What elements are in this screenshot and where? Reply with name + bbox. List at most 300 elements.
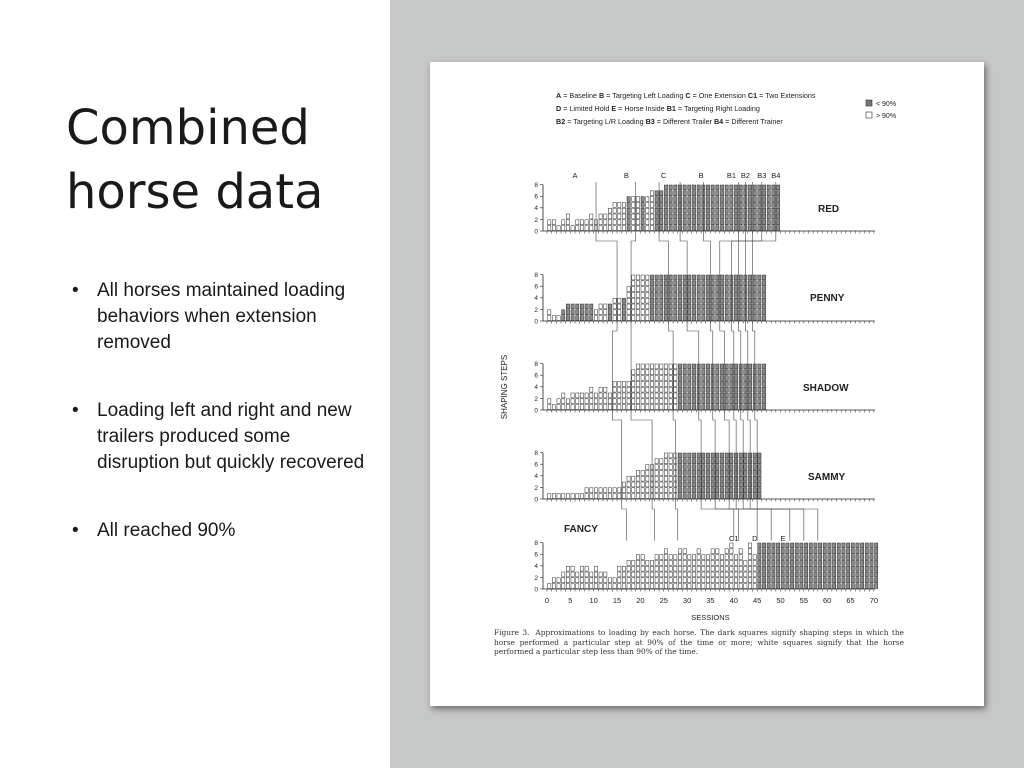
shaping-step-square	[683, 549, 686, 554]
shaping-step-square	[566, 405, 569, 410]
shaping-step-square	[678, 298, 681, 303]
shaping-step-square	[818, 572, 821, 577]
shaping-step-square	[683, 304, 686, 309]
shaping-step-square	[697, 191, 700, 196]
shaping-step-square	[641, 220, 644, 225]
shaping-step-square	[720, 476, 723, 481]
shaping-step-square	[739, 281, 742, 286]
shaping-step-square	[772, 191, 775, 196]
shaping-step-square	[809, 555, 812, 560]
shaping-step-square	[622, 220, 625, 225]
shaping-step-square	[776, 226, 779, 231]
shaping-step-square	[739, 220, 742, 225]
shaping-step-square	[664, 220, 667, 225]
shaping-step-square	[664, 226, 667, 231]
shaping-step-square	[683, 275, 686, 280]
shaping-step-square	[692, 298, 695, 303]
shaping-step-square	[720, 572, 723, 577]
shaping-step-square	[865, 572, 868, 577]
shaping-step-square	[767, 560, 770, 565]
bullet-item: • All reached 90%	[70, 518, 370, 544]
shaping-step-square	[753, 281, 756, 286]
shaping-step-square	[818, 555, 821, 560]
shaping-step-square	[762, 287, 765, 292]
shaping-step-square	[734, 197, 737, 202]
shaping-step-square	[622, 393, 625, 398]
bullet-item: • All horses maintained loading behaviors when extension removed	[70, 278, 370, 356]
shaping-step-square	[748, 287, 751, 292]
shaping-step-square	[748, 370, 751, 375]
shaping-step-square	[669, 459, 672, 464]
shaping-step-square	[655, 381, 658, 386]
shaping-step-square	[748, 549, 751, 554]
shaping-step-square	[641, 488, 644, 493]
shaping-step-square	[702, 370, 705, 375]
shaping-step-square	[716, 578, 719, 583]
shaping-step-square	[828, 584, 831, 589]
shaping-step-square	[664, 465, 667, 470]
shaping-step-square	[585, 488, 588, 493]
legend-light-swatch	[866, 112, 872, 118]
shaping-step-square	[688, 370, 691, 375]
shaping-step-square	[632, 208, 635, 213]
shaping-step-square	[748, 316, 751, 321]
shaping-step-square	[753, 476, 756, 481]
shaping-step-square	[562, 494, 565, 499]
shaping-step-square	[622, 387, 625, 392]
shaping-step-square	[758, 275, 761, 280]
shaping-step-square	[632, 310, 635, 315]
shaping-step-square	[683, 405, 686, 410]
shaping-step-square	[678, 376, 681, 381]
shaping-step-square	[636, 399, 639, 404]
shaping-step-square	[762, 292, 765, 297]
shaping-step-square	[744, 584, 747, 589]
shaping-step-square	[608, 310, 611, 315]
shaping-step-square	[767, 202, 770, 207]
shaping-step-square	[865, 555, 868, 560]
shaping-step-square	[776, 208, 779, 213]
shaping-step-square	[674, 298, 677, 303]
shaping-step-square	[613, 399, 616, 404]
shaping-step-square	[758, 470, 761, 475]
shaping-step-square	[655, 292, 658, 297]
shaping-step-square	[832, 584, 835, 589]
shaping-step-square	[706, 393, 709, 398]
shaping-step-square	[846, 560, 849, 565]
shaping-step-square	[683, 298, 686, 303]
shaping-step-square	[646, 197, 649, 202]
shaping-step-square	[832, 555, 835, 560]
shaping-step-square	[655, 405, 658, 410]
shaping-step-square	[716, 560, 719, 565]
shaping-step-square	[627, 393, 630, 398]
shaping-step-square	[795, 549, 798, 554]
shaping-step-square	[870, 572, 873, 577]
shaping-step-square	[669, 310, 672, 315]
shaping-step-square	[669, 292, 672, 297]
shaping-step-square	[548, 310, 551, 315]
shaping-step-square	[739, 494, 742, 499]
shaping-step-square	[706, 387, 709, 392]
shaping-step-square	[744, 482, 747, 487]
shaping-step-square	[571, 566, 574, 571]
shaping-step-square	[753, 488, 756, 493]
shaping-step-square	[837, 578, 840, 583]
shaping-step-square	[557, 494, 560, 499]
shaping-step-square	[730, 405, 733, 410]
shaping-step-square	[697, 197, 700, 202]
shaping-step-square	[767, 191, 770, 196]
shaping-step-square	[655, 220, 658, 225]
shaping-step-square	[758, 555, 761, 560]
shaping-step-square	[548, 584, 551, 589]
shaping-step-square	[664, 584, 667, 589]
shaping-step-square	[580, 566, 583, 571]
shaping-step-square	[730, 370, 733, 375]
shaping-step-square	[683, 381, 686, 386]
shaping-step-square	[678, 453, 681, 458]
shaping-step-square	[622, 572, 625, 577]
shaping-step-square	[720, 292, 723, 297]
shaping-step-square	[650, 405, 653, 410]
shaping-step-square	[688, 470, 691, 475]
shaping-step-square	[748, 376, 751, 381]
shaping-step-square	[646, 316, 649, 321]
shaping-step-square	[594, 399, 597, 404]
shaping-step-square	[734, 220, 737, 225]
shaping-step-square	[655, 494, 658, 499]
shaping-step-square	[744, 560, 747, 565]
shaping-step-square	[664, 208, 667, 213]
shaping-step-square	[580, 584, 583, 589]
phase-label: A	[572, 171, 578, 180]
shaping-step-square	[641, 304, 644, 309]
shaping-step-square	[781, 578, 784, 583]
shaping-step-square	[828, 549, 831, 554]
shaping-step-square	[692, 494, 695, 499]
shaping-step-square	[804, 555, 807, 560]
shaping-step-square	[758, 405, 761, 410]
shaping-step-square	[636, 393, 639, 398]
shaping-step-square	[669, 560, 672, 565]
shaping-step-square	[618, 298, 621, 303]
shaping-step-square	[734, 287, 737, 292]
x-tick-label: 5	[568, 596, 573, 605]
shaping-step-square	[604, 584, 607, 589]
shaping-step-square	[767, 584, 770, 589]
shaping-step-square	[828, 560, 831, 565]
shaping-step-square	[627, 482, 630, 487]
panel-y-tick-label: 2	[534, 216, 538, 224]
shaping-step-square	[683, 226, 686, 231]
shaping-step-square	[664, 578, 667, 583]
shaping-step-square	[734, 584, 737, 589]
shaping-step-square	[594, 405, 597, 410]
shaping-step-square	[692, 405, 695, 410]
shaping-step-square	[683, 488, 686, 493]
shaping-step-square	[557, 578, 560, 583]
shaping-step-square	[688, 275, 691, 280]
shaping-step-square	[632, 494, 635, 499]
shaping-step-square	[758, 304, 761, 309]
shaping-step-square	[674, 405, 677, 410]
shaping-step-square	[706, 465, 709, 470]
x-tick-label: 45	[752, 596, 762, 605]
shaping-step-square	[608, 208, 611, 213]
shaping-step-square	[664, 370, 667, 375]
shaping-step-square	[655, 387, 658, 392]
x-tick-label: 10	[589, 596, 598, 605]
shaping-step-square	[664, 287, 667, 292]
shaping-step-square	[851, 555, 854, 560]
shaping-step-square	[641, 364, 644, 369]
shaping-step-square	[697, 465, 700, 470]
shaping-step-square	[716, 214, 719, 219]
shaping-step-square	[571, 316, 574, 321]
shaping-step-square	[650, 281, 653, 286]
shaping-step-square	[604, 220, 607, 225]
shaping-step-square	[576, 220, 579, 225]
shaping-step-square	[730, 459, 733, 464]
shaping-step-square	[562, 220, 565, 225]
shaping-step-square	[818, 543, 821, 548]
shaping-step-square	[674, 304, 677, 309]
shaping-step-square	[585, 405, 588, 410]
shaping-step-square	[800, 578, 803, 583]
shaping-step-square	[678, 566, 681, 571]
shaping-step-square	[744, 459, 747, 464]
shaping-step-square	[683, 370, 686, 375]
shaping-step-square	[772, 555, 775, 560]
shaping-step-square	[571, 578, 574, 583]
shaping-step-square	[711, 292, 714, 297]
shaping-step-square	[767, 185, 770, 190]
shaping-step-square	[688, 494, 691, 499]
shaping-step-square	[664, 214, 667, 219]
shaping-step-square	[566, 214, 569, 219]
shaping-step-square	[664, 197, 667, 202]
shaping-step-square	[669, 214, 672, 219]
shaping-step-square	[604, 494, 607, 499]
shaping-step-square	[706, 488, 709, 493]
shaping-step-square	[711, 281, 714, 286]
shaping-step-square	[692, 304, 695, 309]
shaping-step-square	[725, 549, 728, 554]
shaping-step-square	[683, 393, 686, 398]
shaping-step-square	[856, 560, 859, 565]
shaping-step-square	[641, 572, 644, 577]
shaping-step-square	[706, 476, 709, 481]
panel-y-tick-label: 4	[534, 563, 538, 571]
shaping-step-square	[851, 566, 854, 571]
shaping-step-square	[641, 197, 644, 202]
shaping-step-square	[776, 578, 779, 583]
shaping-step-square	[688, 399, 691, 404]
shaping-step-square	[832, 566, 835, 571]
shaping-step-square	[660, 220, 663, 225]
shaping-step-square	[711, 584, 714, 589]
shaping-step-square	[571, 393, 574, 398]
shaping-step-square	[613, 310, 616, 315]
shaping-step-square	[646, 292, 649, 297]
shaping-step-square	[767, 578, 770, 583]
shaping-step-square	[664, 298, 667, 303]
shaping-step-square	[632, 578, 635, 583]
shaping-step-square	[753, 494, 756, 499]
shaping-step-square	[552, 316, 555, 321]
shaping-step-square	[674, 381, 677, 386]
shaping-step-square	[688, 304, 691, 309]
shaping-step-square	[734, 214, 737, 219]
shaping-step-square	[622, 214, 625, 219]
shaping-step-square	[688, 572, 691, 577]
phase-label: B2	[740, 171, 751, 180]
shaping-step-square	[636, 376, 639, 381]
shaping-step-square	[641, 202, 644, 207]
shaping-step-square	[711, 185, 714, 190]
shaping-step-square	[683, 214, 686, 219]
shaping-step-square	[725, 304, 728, 309]
shaping-step-square	[650, 202, 653, 207]
shaping-step-square	[697, 572, 700, 577]
shaping-step-square	[730, 202, 733, 207]
shaping-step-square	[566, 572, 569, 577]
shaping-step-square	[618, 226, 621, 231]
shaping-step-square	[618, 220, 621, 225]
shaping-step-square	[851, 584, 854, 589]
shaping-step-square	[744, 364, 747, 369]
shaping-step-square	[776, 197, 779, 202]
shaping-step-square	[720, 566, 723, 571]
shaping-step-square	[772, 197, 775, 202]
shaping-step-square	[762, 560, 765, 565]
shaping-step-square	[716, 292, 719, 297]
shaping-step-square	[646, 465, 649, 470]
shaping-step-square	[800, 572, 803, 577]
shaping-step-square	[795, 555, 798, 560]
shaping-step-square	[762, 226, 765, 231]
shaping-step-square	[720, 399, 723, 404]
shaping-step-square	[776, 543, 779, 548]
x-tick-label: 30	[682, 596, 692, 605]
shaping-step-square	[692, 566, 695, 571]
shaping-step-square	[697, 202, 700, 207]
shaping-step-square	[669, 393, 672, 398]
shaping-step-square	[762, 191, 765, 196]
shaping-step-square	[613, 226, 616, 231]
shaping-step-square	[576, 393, 579, 398]
shaping-step-square	[622, 226, 625, 231]
shaping-step-square	[748, 292, 751, 297]
shaping-step-square	[856, 578, 859, 583]
shaping-step-square	[720, 376, 723, 381]
shaping-step-square	[660, 405, 663, 410]
shaping-step-square	[702, 316, 705, 321]
shaping-step-square	[655, 465, 658, 470]
shaping-step-square	[702, 399, 705, 404]
shaping-step-square	[678, 584, 681, 589]
shaping-step-square	[748, 202, 751, 207]
shaping-step-square	[562, 584, 565, 589]
shaping-step-square	[688, 584, 691, 589]
shaping-step-square	[702, 566, 705, 571]
shaping-step-square	[734, 202, 737, 207]
shaping-step-square	[552, 578, 555, 583]
shaping-step-square	[762, 316, 765, 321]
shaping-step-square	[655, 370, 658, 375]
shaping-step-square	[669, 488, 672, 493]
shaping-step-square	[632, 202, 635, 207]
shaping-step-square	[725, 453, 728, 458]
shaping-step-square	[636, 470, 639, 475]
shaping-step-square	[669, 494, 672, 499]
shaping-step-square	[748, 364, 751, 369]
shaping-step-square	[739, 304, 742, 309]
x-tick-label: 15	[612, 596, 622, 605]
shaping-step-square	[767, 226, 770, 231]
shaping-step-square	[697, 226, 700, 231]
shaping-step-square	[804, 584, 807, 589]
shaping-step-square	[664, 185, 667, 190]
shaping-step-square	[804, 566, 807, 571]
shaping-step-square	[599, 399, 602, 404]
shaping-step-square	[870, 560, 873, 565]
shaping-step-square	[739, 202, 742, 207]
shaping-step-square	[697, 220, 700, 225]
shaping-step-square	[786, 572, 789, 577]
x-tick-label: 0	[544, 596, 550, 605]
shaping-step-square	[664, 381, 667, 386]
shaping-step-square	[599, 578, 602, 583]
shaping-step-square	[664, 387, 667, 392]
shaping-step-square	[702, 494, 705, 499]
shaping-step-square	[650, 191, 653, 196]
shaping-step-square	[655, 584, 658, 589]
shaping-step-square	[641, 376, 644, 381]
shaping-step-square	[660, 387, 663, 392]
shaping-step-square	[632, 316, 635, 321]
shaping-step-square	[739, 287, 742, 292]
shaping-step-square	[664, 364, 667, 369]
shaping-step-square	[641, 399, 644, 404]
shaping-step-square	[646, 578, 649, 583]
shaping-step-square	[562, 578, 565, 583]
shaping-step-square	[655, 376, 658, 381]
shaping-step-square	[860, 555, 863, 560]
shaping-step-square	[706, 459, 709, 464]
shaping-step-square	[669, 578, 672, 583]
shaping-step-square	[706, 191, 709, 196]
shaping-step-square	[744, 578, 747, 583]
shaping-step-square	[739, 275, 742, 280]
shaping-step-square	[627, 584, 630, 589]
shaping-step-square	[697, 482, 700, 487]
shaping-step-square	[613, 494, 616, 499]
shaping-step-square	[758, 476, 761, 481]
shaping-step-square	[711, 298, 714, 303]
shaping-step-square	[748, 399, 751, 404]
shaping-step-square	[590, 226, 593, 231]
shaping-step-square	[711, 310, 714, 315]
shaping-step-square	[734, 226, 737, 231]
shaping-step-square	[590, 584, 593, 589]
shaping-step-square	[758, 387, 761, 392]
shaping-step-square	[585, 220, 588, 225]
shaping-step-square	[716, 482, 719, 487]
shaping-step-square	[688, 208, 691, 213]
shaping-step-square	[758, 226, 761, 231]
